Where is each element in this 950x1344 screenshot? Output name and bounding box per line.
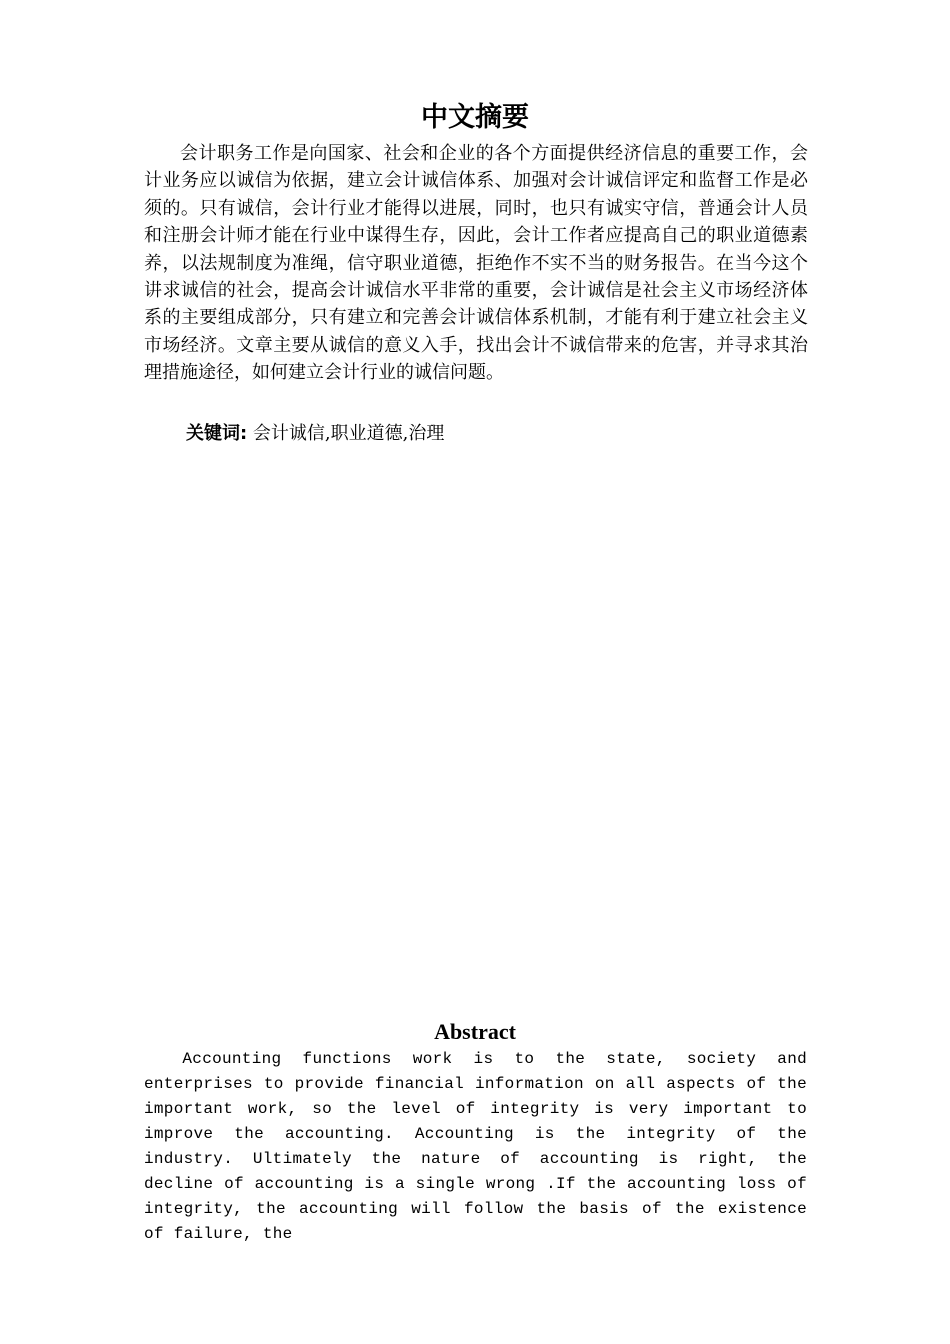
english-abstract-body: Accounting functions work is to the state, society and enterprises to provide financial information on all aspects of the important work, so the level of integrity is very important to improve the accounting. Accounting is the integrity of the industry. Ultimately the nature of accounting is right, the decline of accounting is a single wrong .If the accounting loss of integrity, the accounting will follow the basis of the existence of failure, the (144, 1050, 807, 1243)
chinese-abstract-body: 会计职务工作是向国家、社会和企业的各个方面提供经济信息的重要工作，会计业务应以诚信为依据，建立会计诚信体系、加强对会计诚信评定和监督工作是必须的。只有诚信，会计行业才能得以进展，同时，也只有诚实守信，普通会计人员和注册会计师才能在行业中谋得生存，因此，会计工作者应提高自己的职业道德素养，以法规制度为准绳，信守职业道德，拒绝作不实不当的财务报告。在当今这个讲求诚信的社会，提高会计诚信水平非常的重要，会计诚信是社会主义市场经济体系的主要组成部分，只有建立和完善会计诚信体系机制，才能有利于建立社会主义市场经济。文章主要从诚信的意义入手，找出会计不诚信带来的危害，并寻求其治理措施途径，如何建立会计行业的诚信问题。 (144, 143, 808, 384)
english-abstract-title: Abstract (434, 1019, 516, 1044)
chinese-abstract-title: 中文摘要 (421, 102, 529, 133)
keywords-line (186, 420, 444, 447)
keywords-label: 关键词: (186, 423, 248, 444)
keywords-value: 会计诚信,职业道德,治理 (247, 423, 445, 444)
